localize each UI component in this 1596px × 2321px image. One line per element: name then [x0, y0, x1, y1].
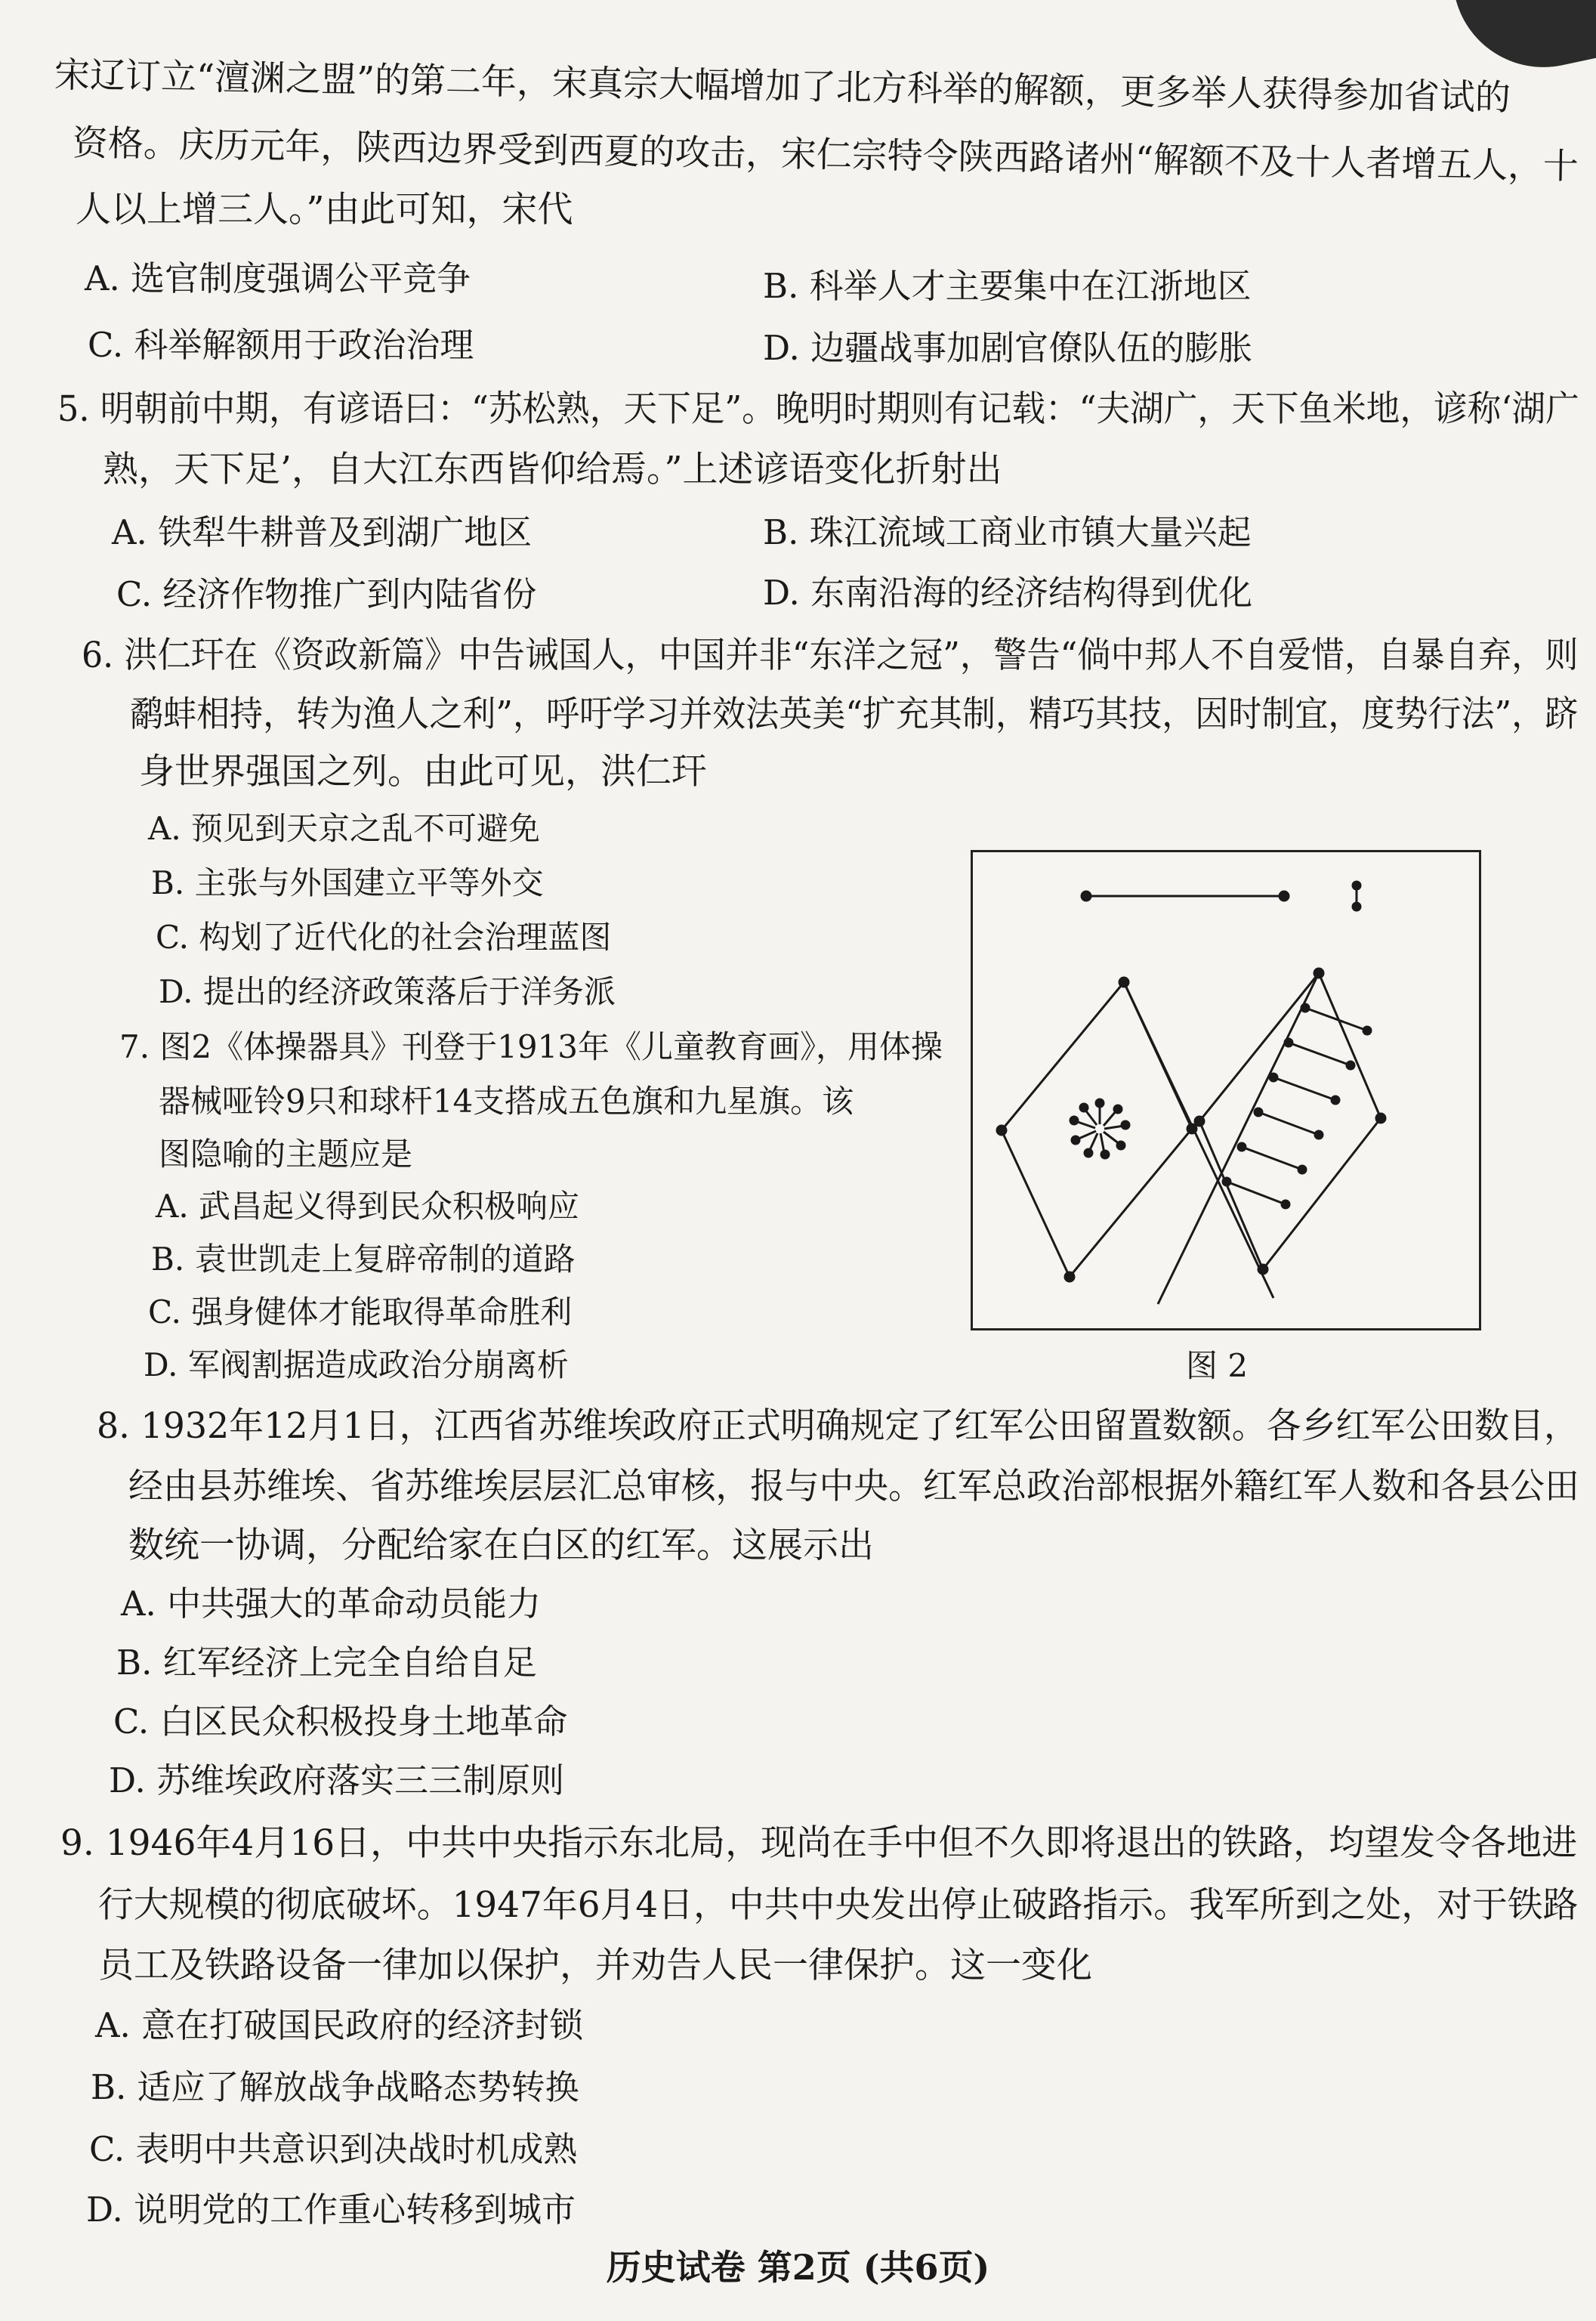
q7-option-b: B. 袁世凯走上复辟帝制的道路: [151, 1241, 576, 1278]
q5-line-2: 熟，天下足’，自大江东西皆仰给焉。”上述谚语变化折射出: [103, 449, 1002, 490]
q5-line-1: 5. 明朝前中期，有谚语曰：“苏松熟，天下足”。晚明时期则有记载：“夫湖广，天下鱼米地，谚称‘湖广: [57, 388, 1579, 430]
q9-option-c: C. 表明中共意识到决战时机成熟: [89, 2129, 578, 2169]
q7-line-1: 7. 图2《体操器具》刊登于1913年《儿童教育画》，用体操: [119, 1028, 943, 1065]
q5-option-a: A. 铁犁牛耕普及到湖广地区: [112, 512, 533, 552]
page-corner-shadow: [1450, 0, 1596, 84]
q6-line-1: 6. 洪仁玕在《资政新篇》中告诫国人，中国并非“东洋之冠”，警告“倘中邦人不自爱惜，自暴自弃，则: [82, 635, 1579, 676]
figure-2-caption: 图 2: [1186, 1347, 1249, 1384]
dumbbell-rod-flags-drawing: [973, 852, 1479, 1328]
q4-option-d: D. 边疆战事加剧官僚队伍的膨胀: [763, 328, 1253, 368]
q4-option-c: C. 科举解额用于政治治理: [88, 325, 474, 365]
q7-option-c: C. 强身健体才能取得革命胜利: [148, 1293, 573, 1330]
q8-option-b: B. 红军经济上完全自给自足: [116, 1643, 537, 1683]
q6-option-c: C. 构划了近代化的社会治理蓝图: [156, 919, 612, 956]
q5-option-b: B. 珠江流域工商业市镇大量兴起: [763, 512, 1252, 552]
q9-line-3: 员工及铁路设备一律加以保护，并劝告人民一律保护。这一变化: [98, 1945, 1092, 1986]
q7-option-d: D. 军阀割据造成政治分崩离析: [144, 1346, 569, 1383]
q8-line-1: 8. 1932年12月1日，江西省苏维埃政府正式明确规定了红军公田留置数额。各乡红军公田数目，: [97, 1405, 1579, 1447]
q8-option-a: A. 中共强大的革命动员能力: [121, 1584, 542, 1624]
q6-line-2: 鹬蚌相持，转为渔人之利”，呼吁学习并效法英美“扩充其制，精巧其技，因时制宜，度势行法”，跻: [130, 694, 1579, 735]
q7-line-2: 器械哑铃9只和球杆14支搭成五色旗和九星旗。该: [159, 1083, 854, 1120]
q6-option-b: B. 主张与外国建立平等外交: [151, 864, 544, 901]
q4-line-2: 资格。庆历元年，陕西边界受到西夏的攻击，宋仁宗特令陕西路诸州“解额不及十人者增五人，十: [72, 122, 1579, 188]
q6-option-d: D. 提出的经济政策落后于洋务派: [159, 973, 616, 1010]
q8-line-2: 经由县苏维埃、省苏维埃层层汇总审核，报与中央。红军总政治部根据外籍红军人数和各县公田: [128, 1466, 1579, 1507]
q7-line-3: 图隐喻的主题应是: [159, 1136, 413, 1173]
q6-option-a: A. 预见到天京之乱不可避免: [148, 810, 541, 847]
figure-2-gymnastics-flags: [971, 850, 1481, 1330]
q4-option-a: A. 选官制度强调公平竞争: [85, 258, 471, 298]
q5-option-d: D. 东南沿海的经济结构得到优化: [763, 573, 1253, 613]
q4-option-b: B. 科举人才主要集中在江浙地区: [763, 266, 1252, 306]
q4-line-3: 人以上增三人。”由此可知，宋代: [76, 189, 573, 230]
q4-line-1: 宋辽订立“澶渊之盟”的第二年，宋真宗大幅增加了北方科举的解额，更多举人获得参加省试的: [54, 54, 1511, 119]
q9-line-1: 9. 1946年4月16日，中共中央指示东北局，现尚在手中但不久即将退出的铁路，均望发令各地进: [60, 1822, 1578, 1864]
q6-line-3: 身世界强国之列。由此可见，洪仁玕: [139, 751, 707, 793]
q8-option-c: C. 白区民众积极投身土地革命: [113, 1701, 568, 1742]
page-footer: 历史试卷 第2页 (共6页): [606, 2247, 990, 2288]
q7-option-a: A. 武昌起义得到民众积极响应: [156, 1188, 580, 1225]
q9-option-d: D. 说明党的工作重心转移到城市: [86, 2190, 576, 2230]
q9-option-b: B. 适应了解放战争战略态势转换: [91, 2067, 579, 2107]
q9-line-2: 行大规模的彻底破坏。1947年6月4日，中共中央发出停止破路指示。我军所到之处，对于铁路: [98, 1884, 1579, 1926]
q8-option-d: D. 苏维埃政府落实三三制原则: [109, 1760, 565, 1800]
q5-option-c: C. 经济作物推广到内陆省份: [116, 574, 537, 614]
q9-option-a: A. 意在打破国民政府的经济封锁: [95, 2005, 584, 2045]
q8-line-3: 数统一协调，分配给家在白区的红军。这展示出: [128, 1525, 874, 1566]
